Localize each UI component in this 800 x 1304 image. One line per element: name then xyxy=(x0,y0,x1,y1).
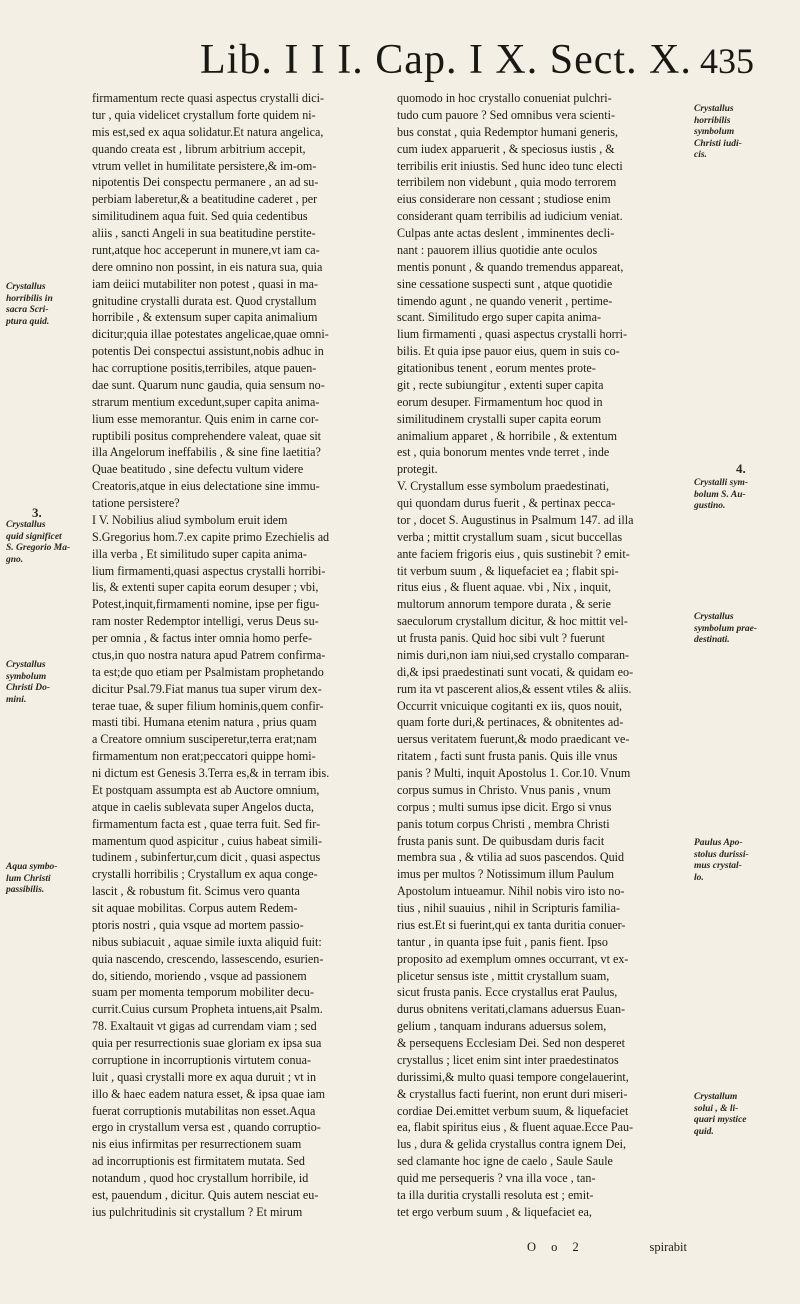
text-line: cordiae Dei.emittet verbum suum, & liquefaciet xyxy=(397,1103,629,1118)
margin-note-right-1: Crystallus horribilis symbolum Christi iudi- cis. xyxy=(694,104,742,160)
text-line: rum ita vt pascerent alios,& essent vtiles & aliis. xyxy=(397,681,632,696)
text-line: saeculorum crystallum dicitur, & hoc mittit vel- xyxy=(397,614,628,629)
text-line: corpus ; multi sumus ipse dicit. Ergo si vnus xyxy=(397,799,612,814)
text-line: Potest,inquit,firmamenti nomine, ipse per figu- xyxy=(92,597,320,612)
text-line: eorum desuper. Firmamentum hoc quod in xyxy=(397,394,603,409)
signature-mark: O o 2 xyxy=(527,1240,585,1254)
text-line: proposito ad exemplum omnes occurrant, vt ex- xyxy=(397,951,629,966)
text-line: dae sunt. Quarum nunc gaudia, quia sensum no- xyxy=(92,377,325,392)
text-line: tet ergo verbum suum , & liquefaciet ea, xyxy=(397,1204,592,1219)
text-line: durus obnitens veritati,clamans aduersus Euan- xyxy=(397,1002,626,1017)
text-line: firmamentum facta est , quae terra fuit. Sed fir- xyxy=(92,816,321,831)
text-line: scant. Similitudo ergo super capita anima- xyxy=(397,310,601,325)
text-line: nibus subiacuit , aquae simile iuxta aliquid fuit: xyxy=(92,934,322,949)
text-line: ea, flabit spiritus eius , & fluent aquae.Ecce Pau- xyxy=(397,1120,634,1135)
text-line: firmamentum recte quasi aspectus crystalli dici- xyxy=(92,91,325,105)
text-line: lus , dura & gelida crystallus contra ignem Dei, xyxy=(397,1137,627,1152)
text-line: bus constat , quia Redemptor humani generis, xyxy=(397,124,619,139)
text-line: ante faciem frigoris eius , quis sustinebit ? emit- xyxy=(397,546,630,561)
text-line: fuerat corruptionis mutabilitas non esset.Aqua xyxy=(92,1103,316,1118)
margin-note-right-4: Paulus Apo- stolus durissi- mus crystal- lo. xyxy=(694,838,749,883)
text-line: mentis ponunt , & quando tremendus appareat, xyxy=(397,259,624,274)
catchword: spirabit xyxy=(649,1240,687,1254)
text-line: Quae beatitudo , sine defectu vultum videre xyxy=(92,462,304,477)
text-line: aliis , sancti Angeli in sua beatitudine perstite- xyxy=(92,226,316,240)
text-line: atque in caelis sublevata super Angelos ducta, xyxy=(92,799,314,814)
text-line: ad incorruptionis est firmitatem mutata. Sed xyxy=(92,1154,305,1169)
text-line: vtrum vellet in humilitate persistere,& im-om- xyxy=(92,158,317,173)
text-line: sed clamante hoc igne de caelo , Saule Saule xyxy=(397,1154,613,1169)
text-line: gitationibus tenent , eorum mentes prote- xyxy=(397,361,596,375)
text-line: ritatem , facti sunt frusta panis. Quis ille vnus xyxy=(397,749,618,764)
text-line: a Creatore omnium susciperetur,terra erat;nam xyxy=(92,732,317,747)
text-line: sit aquae mobilitas. Corpus autem Redem- xyxy=(92,901,298,915)
text-line: lium firmamenti,quasi aspectus crystalli horribi- xyxy=(92,563,326,578)
text-line: ta est;de quo etiam per Psalmistam prophetando xyxy=(92,664,324,679)
text-line: uersus veritatem fuerunt,& modo praedicant ve- xyxy=(397,732,630,747)
text-line: tor , docet S. Augustinus in Psalmum 147. ad illa xyxy=(397,512,634,527)
text-line: suam per momenta temporum mobiliter decu- xyxy=(92,985,314,1000)
text-line: timendo agunt , ne quando venerit , pertime- xyxy=(397,293,613,308)
text-line: tantur , in quanta ipse fuit , panis fient. Ipso xyxy=(397,934,608,949)
running-title: Lib. I I I. Cap. I X. Sect. X. xyxy=(200,37,692,83)
text-line: lium firmamenti , quasi aspectus crystalli horri- xyxy=(397,327,628,342)
text-line: tit verbum suum , & liquefaciet ea ; flabit spi- xyxy=(397,563,619,578)
text-line: lis, & extenti super capita eorum desuper ; vbi, xyxy=(92,580,319,595)
text-line: dicitur;quia illae potestates angelicae,quae omni- xyxy=(92,327,329,342)
text-line: tudinem , subinfertur,cum dicit , quasi aspectus xyxy=(92,850,321,865)
text-line: di,& ipsi praedestinati sunt vocati, & quidam eo- xyxy=(397,664,634,679)
text-line: I V. Nobilius aliud symbolum eruit idem xyxy=(92,512,288,527)
text-line: corpus sumus in Christo. Vnus panis , vnum xyxy=(397,782,611,797)
text-line: gelium , tanquam indurans aduersus solem, xyxy=(397,1019,607,1034)
text-line: masti tibi. Humana etenim natura , prius quam xyxy=(92,715,317,730)
text-line: terribilis erit iniustis. Sed hunc ideo tunc electi xyxy=(397,158,623,173)
text-line: membra sua , & vtilia ad suos pascendos. Quid xyxy=(397,850,625,865)
text-line: Occurrit vnicuique cogitanti ex iis, quos nouit, xyxy=(397,698,623,713)
text-line: firmamentum non erat;peccatori quippe homi- xyxy=(92,749,316,764)
text-line: mamentum quod aspicitur , cuius habeat simili- xyxy=(92,833,323,848)
page-footer xyxy=(397,1240,687,1260)
text-line: illa verba , Et similitudo super capita anima- xyxy=(92,546,307,561)
text-line: tius , nihil suauius , nihil in Scripturis familia- xyxy=(397,901,621,915)
text-line: verba ; mittit crystallum suam , sicut buccellas xyxy=(397,529,623,544)
margin-note-left-3: Crystallus symbolum Christi Do- mini. xyxy=(6,660,51,705)
text-line: protegit. xyxy=(397,462,438,477)
text-line: multorum annorum tempore durata , & serie xyxy=(397,597,611,612)
text-line: mis est,sed ex aqua solidatur.Et natura angelica, xyxy=(92,124,324,139)
text-line: nimis duri,non iam niui,sed crystallo comparan- xyxy=(397,647,630,662)
left-text-column xyxy=(92,90,392,1221)
text-line: cum iudex apparuerit , & speciosus iustis , & xyxy=(397,141,615,156)
text-line: frusta panis sunt. De quibusdam duris facit xyxy=(397,833,605,848)
text-line: ram noster Redemptor intelligi, verus Deus su- xyxy=(92,614,319,629)
text-line: plicetur sensus iste , mittit crystallum suam, xyxy=(397,968,610,983)
text-line: luit , quasi crystalli more ex aqua duruit ; vt in xyxy=(92,1069,317,1084)
text-line: corruptione in incorruptionis virtutem conua- xyxy=(92,1052,311,1067)
text-line: runt,atque hoc acceperunt in munere,vt iam ca- xyxy=(92,242,320,257)
text-line: dicitur Psal.79.Fiat manus tua super virum dex- xyxy=(92,681,322,696)
text-line: eius considerare non cessant ; studiose enim xyxy=(397,192,611,207)
text-line: similitudinem aqua fuit. Sed quia cedentibus xyxy=(92,209,308,224)
text-line: do, sitiendo, moriendo , vsque ad passionem xyxy=(92,968,307,983)
text-line: imus per multos ? Notissimum illum Paulum xyxy=(397,867,615,882)
text-line: qui quondam durus fuerit , & pertinax pecca- xyxy=(397,496,616,510)
margin-note-right-2: Crystalli sym- bolum S. Au- gustino. xyxy=(694,478,749,511)
text-line: tatione persistere? xyxy=(92,496,180,510)
text-line: nant : pauorem illius quotidie ante oculos xyxy=(397,242,598,257)
text-line: gnitudine crystalli durata est. Quod crystallum xyxy=(92,293,317,308)
page-header xyxy=(0,36,800,86)
text-line: Et postquam assumpta est ab Auctore omnium, xyxy=(92,782,320,797)
text-line: similitudinem crystalli super capita eorum xyxy=(397,411,602,426)
page-number: 435 xyxy=(700,41,754,81)
text-line: S.Gregorius hom.7.ex capite primo Ezechielis ad xyxy=(92,529,330,544)
text-line: quomodo in hoc crystallo conueniat pulchri- xyxy=(397,91,612,105)
margin-note-left-4: Aqua symbo- lum Christi passibilis. xyxy=(6,862,58,895)
text-line: & persequens Ecclesiam Dei. Sed non desperet xyxy=(397,1036,626,1050)
text-line: quando creata est , librum arbitrium accepit, xyxy=(92,141,306,156)
text-line: perbiam laberetur,& a beatitudine caderet , per xyxy=(92,192,318,207)
text-line: ius pulchritudinis sit crystallum ? Et mirum xyxy=(92,1204,303,1219)
text-line: considerant quam terribilis ad iudicium veniat. xyxy=(397,209,623,224)
text-line: & crystallus facti fuerint, non erunt duri miseri- xyxy=(397,1086,628,1101)
margin-note-right-3: Crystallus symbolum prae- destinati. xyxy=(694,612,758,645)
text-line: lascit , & robustum fit. Scimus vero quanta xyxy=(92,884,300,899)
margin-note-right-5: Crystallum solui , & li- quari mystice quid. xyxy=(694,1092,747,1137)
text-line: ergo in crystallum versa est , quando corruptio- xyxy=(92,1120,321,1135)
text-line: bilis. Et quia ipse pauor eius, quem in suis co- xyxy=(397,344,620,359)
text-line: panis totum corpus Christi , membra Christi xyxy=(397,816,610,831)
text-line: quia per resurrectionis suae gloriam ex ipsa sua xyxy=(92,1036,322,1050)
text-line: git , recte subiungitur , extenti super capita xyxy=(397,377,604,392)
text-line: per omnia , & factus inter omnia homo perfe- xyxy=(92,631,312,645)
right-text-column xyxy=(397,90,687,1221)
text-line: ta illa duritia crystalli resoluta est ; emit- xyxy=(397,1187,594,1202)
text-line: Culpas ante actas deslent , imminentes decli- xyxy=(397,226,615,240)
text-line: animalium apparet , & horribile , & extentum xyxy=(397,428,617,443)
text-line: crystallus ; licet enim sint inter praedestinatos xyxy=(397,1052,619,1067)
text-line: nipotentis Dei conspectu permanere , an ad su- xyxy=(92,175,319,190)
text-line: notandum , quod hoc crystallum horribile, id xyxy=(92,1171,309,1185)
text-line: Apostolum intueamur. Nihil nobis viro isto no- xyxy=(397,884,625,899)
text-line: est, pauendum , dicitur. Quis autem nesciat eu- xyxy=(92,1187,319,1202)
text-line: terae tuae, & super filium hominis,quem confir- xyxy=(92,698,324,713)
text-line: ptoris nostri , quia vsque ad mortem passio- xyxy=(92,917,304,932)
text-line: iam deiici mutabiliter non potest , quasi in ma- xyxy=(92,276,319,291)
text-line: panis ? Multi, inquit Apostolus 1. Cor.10. Vnum xyxy=(397,766,631,780)
text-line: V. Crystallum esse symbolum praedestinati, xyxy=(397,479,610,494)
text-line: lium esse memorantur. Quis enim in carne cor- xyxy=(92,411,319,426)
margin-note-left-1: Crystallus horribilis in sacra Scri- ptura quid. xyxy=(6,282,53,327)
text-line: quid me persequeris ? vna illa voce , tan- xyxy=(397,1171,596,1185)
text-line: ritus eius , & fluent aquae. vbi , Nix , inquit, xyxy=(397,580,611,595)
text-line: crystalli horribilis ; Crystallum ex aqua conge- xyxy=(92,867,318,882)
text-line: tur , quia videlicet crystallum forte quidem ni- xyxy=(92,107,316,122)
text-line: potentis Dei conspectui assistunt,nobis adhuc in xyxy=(92,344,324,359)
text-line: nis eius infirmitas per resurrectionem suam xyxy=(92,1137,302,1152)
text-line: quam forte duri,& pertinaces, & obnitentes ad- xyxy=(397,715,624,730)
text-line: horribile , & extensum super capita animalium xyxy=(92,310,318,325)
text-line: strarum mentium excedunt,super capita anima- xyxy=(92,394,320,409)
text-line: ut frusta panis. Quid hoc sibi vult ? fuerunt xyxy=(397,631,605,645)
text-line: ctus,in quo nostra natura apud Patrem confirma- xyxy=(92,647,326,662)
text-line: sicut frusta panis. Ecce crystallus erat Paulus, xyxy=(397,985,618,1000)
text-line: durissimi,& multo quasi tempore congelauerint, xyxy=(397,1069,629,1084)
text-line: terribilem non videbunt , quia modo terrorem xyxy=(397,175,617,190)
section-number-3: 3. xyxy=(32,505,42,520)
margin-note-left-2: Crystallus quid significet S. Gregorio Ma- gno. xyxy=(6,520,71,565)
section-number-4: 4. xyxy=(736,461,746,476)
text-line: est , quia bonorum mentes vnde terret , inde xyxy=(397,445,610,460)
text-line: illa Angelorum ineffabilis , & sine fine laetitia? xyxy=(92,445,321,460)
text-line: hac corruptione positis,terribiles, atque pauen- xyxy=(92,361,317,375)
text-line: sine cessatione suspecti sunt , atque quotidie xyxy=(397,276,613,291)
text-line: rius est.Et si fuerint,qui ex tanta duritia conuer- xyxy=(397,917,626,932)
text-line: dere omnino non possint, in eis natura sua, quia xyxy=(92,259,323,274)
text-line: Creatoris,atque in eius delectatione sine immu- xyxy=(92,479,320,494)
text-line: 78. Exaltauit vt gigas ad currendam viam ; sed xyxy=(92,1019,317,1034)
text-line: ruptibili positus comprehendere valeat, quae sit xyxy=(92,428,322,443)
text-line: ni dictum est Genesis 3.Terra es,& in terram ibis. xyxy=(92,766,330,780)
text-line: illo & haec eadem natura esset, & ipsa quae iam xyxy=(92,1086,326,1101)
text-line: currit.Cuius cursum Propheta intuens,ait Psalm. xyxy=(92,1002,323,1017)
text-line: quia nascendo, crescendo, lassescendo, esurien- xyxy=(92,951,324,966)
text-line: tudo cum pauore ? Sed omnibus vera scienti- xyxy=(397,107,615,122)
